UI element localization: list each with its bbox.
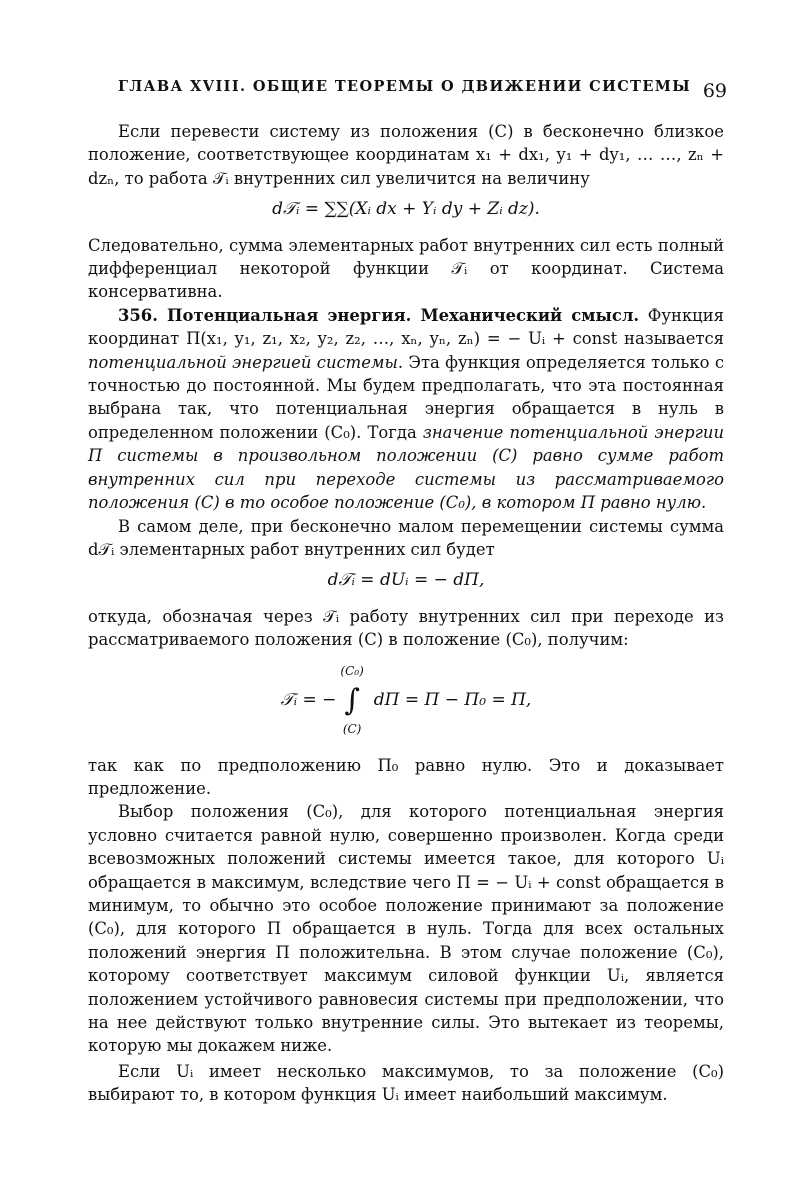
integral bbox=[340, 660, 363, 741]
section-356-text-2: . Эта функция определяется только с точностью до постоянной. Мы будем предполагать, что эта постоянная выбрана так, что потенциальная энергия обращается в нуль в определенном положении (C₀). Тогда bbox=[88, 352, 724, 442]
text-body bbox=[88, 120, 724, 1107]
running-header bbox=[118, 78, 729, 95]
equation-2: d𝒯ᵢ = dUᵢ = − dΠ, bbox=[327, 570, 485, 591]
section-356-text-1: Функция координат Π(x₁, y₁, z₁, x₂, y₂, z₂, …, xₙ, yₙ, zₙ) = − Uᵢ + const называется bbox=[88, 305, 724, 349]
page-number: 69 bbox=[702, 80, 727, 102]
integral-sign: ∫ bbox=[344, 682, 360, 718]
paragraph-1: Если перевести систему из положения (C) в бесконечно близкое положение, соответствующее координатам x₁ + dx₁, y₁ + dy₁, … …, zₙ + dzₙ, то работа 𝒯ᵢ внутренних сил увеличится на величину bbox=[88, 122, 724, 188]
integral-lower-limit: (C) bbox=[342, 721, 362, 736]
paragraph-4: В самом деле, при бесконечно малом перемещении системы сумма d𝒯ᵢ элементарных работ внутренних сил будет bbox=[88, 516, 724, 559]
paragraph-5: откуда, обозначая через 𝒯ᵢ работу внутренних сил при переходе из рассматриваемого положения (C) в положение (C₀), получим: bbox=[88, 606, 724, 650]
equation-3-right: dΠ = Π − Π₀ = Π, bbox=[373, 689, 532, 710]
paragraph-2: Следовательно, сумма элементарных работ внутренних сил есть полный дифференциал некоторой функции 𝒯ᵢ от координат. Система консервативна. bbox=[88, 235, 724, 302]
equation-3-left: 𝒯ᵢ = − bbox=[280, 689, 337, 710]
section-356-emphasis-1: потенциальной энергией системы bbox=[88, 352, 398, 372]
paragraph-6: так как по предположению Π₀ равно нулю. Это и доказывает предложение. bbox=[88, 755, 724, 798]
paragraph-7: Выбор положения (C₀), для которого потенциальная энергия условно считается равной нулю, совершенно произволен. Когда среди всевозможных положений системы имеется такое, для которого Uᵢ обращается в максимум, вследствие чего Π = − Uᵢ + const обращается в минимум, то обычно это особое положение принимают за положение (C₀), для которого Π обращается в нуль. Тогда для всех остальных положений энергия Π положительна. В этом случае положение (C₀), которому соответствует максимум силовой функции Uᵢ, является положением устойчивого равновесия системы при предположении, что на нее действуют только внутренние силы. Это вытекает из теоремы, которую мы докажем ниже. bbox=[88, 802, 724, 1056]
section-356-heading: 356. Потенциальная энергия. Механический смысл. bbox=[118, 305, 640, 325]
integral-upper-limit: (C₀) bbox=[340, 664, 364, 679]
equation-3 bbox=[88, 658, 724, 744]
equation-1: d𝒯ᵢ = ∑∑(Xᵢ dx + Yᵢ dy + Zᵢ dz). bbox=[272, 199, 540, 220]
paragraph-8: Если Uᵢ имеет несколько максимумов, то за положение (C₀) выбирают то, в котором функция Uᵢ имеет наибольший максимум. bbox=[88, 1061, 724, 1105]
section-356-emphasis-2: значение потенциальной энергии Π системы в произвольном положении (C) равно сумме работ внутренних сил при переходе системы из рассматриваемого положения (C) в то особое положение (C₀), в котором Π равно нулю. bbox=[88, 422, 724, 513]
section-356 bbox=[88, 304, 724, 515]
running-title: ГЛАВА XVIII. ОБЩИЕ ТЕОРЕМЫ О ДВИЖЕНИИ СИСТЕМЫ bbox=[118, 78, 692, 95]
